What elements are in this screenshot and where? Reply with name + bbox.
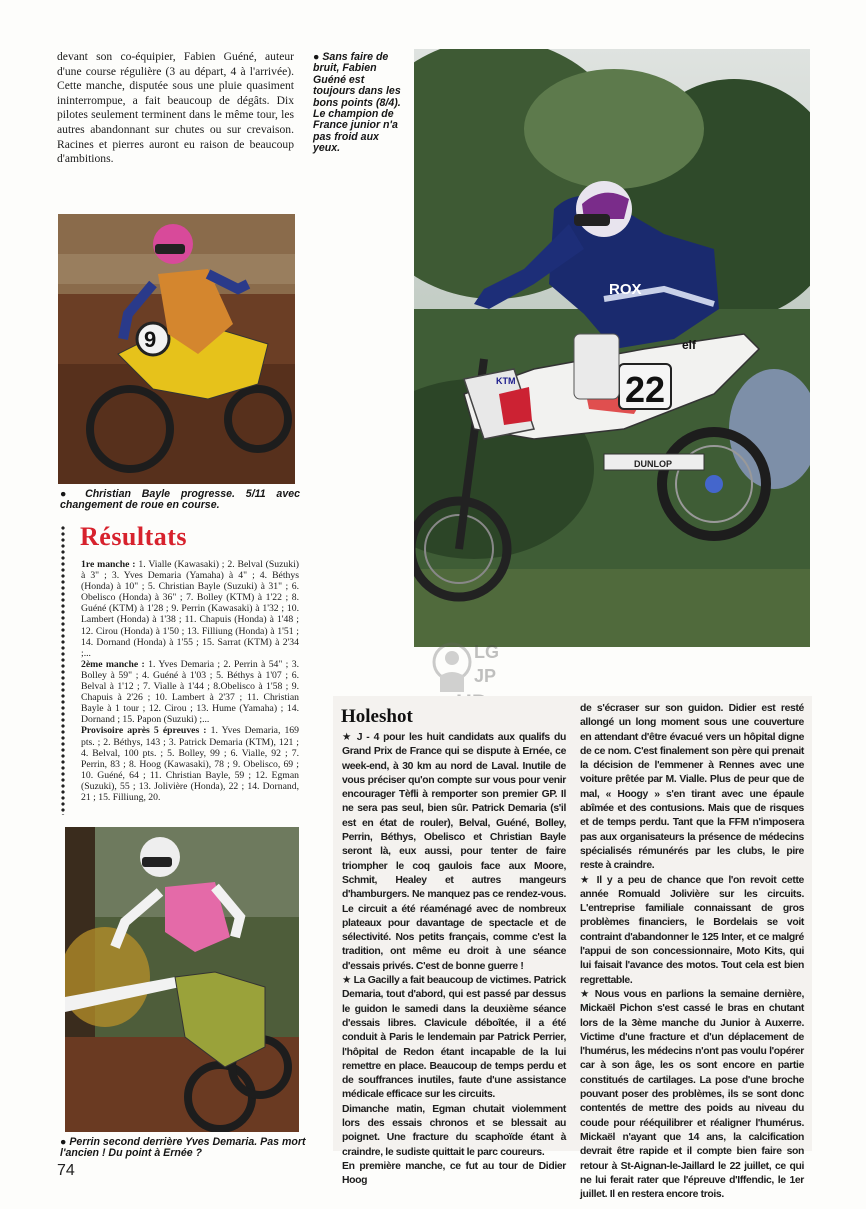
holeshot-paragraph: ★ J - 4 pour les huit candidats aux qualifs du Grand Prix de France qui se dispute à Ernée, ce week-end, à 30 km au nord de Laval. Inutile de vous préciser qu'on compte sur vous pour venir encourager Tèfli à remporter son premier GP. Il ne sera pas seul, bien sûr. Patrick Demaria (s'il est en état de rouler), Belval, Guéné, Bolley, Perrin, Béthys, Obelisco et Christian Bayle seront là, eux aussi, pour tenter de faire triompher le coq gaulois face aux Moore, Schmit, Healey et autres mangeurs d'hamburgers. Ne manquez pas ce rendez-vous. Le circuit a été réaménagé avec de nombreux plateaux pour davantage de spectacle et de sélectivité. Nos petits français, comme c'est la tradition, ont même eu droit à une séance d'essais privés. C'est de bonne guerre ! bbox=[342, 732, 566, 972]
caption-bullet: ● bbox=[60, 488, 75, 500]
caption-bayle bbox=[60, 489, 300, 512]
photo-perrin bbox=[65, 827, 299, 1132]
results-m1-label: 1re manche : bbox=[81, 559, 136, 570]
holeshot-col-2 bbox=[580, 702, 804, 1202]
photo-bayle bbox=[58, 214, 295, 484]
holeshot-col-1 bbox=[342, 731, 566, 1189]
photo-guene-jump bbox=[414, 49, 810, 647]
holeshot-paragraph: ★ Il y a peu de chance que l'on revoit cette année Romuald Jolivière sur les circuits. L'entreprise familiale connaissant de gros problèmes financiers, le Bordelais se voit contraint d'abandonner le 125 Inter, et ce malgré l'appui de son concessionnaire, Moto Kits, qui lui faisait l'avance des motos. Tout cela est bien regrettable. bbox=[580, 874, 804, 986]
rox-logo: ROX bbox=[609, 281, 642, 298]
caption-bullet: ● bbox=[60, 1136, 67, 1148]
results-dotted-border bbox=[60, 525, 66, 815]
results-title: Résultats bbox=[80, 522, 188, 551]
caption-bayle-text: Christian Bayle progresse. 5/11 avec changement de roue en course. bbox=[60, 488, 300, 512]
results-prov-label: Provisoire après 5 épreuves : bbox=[81, 725, 207, 737]
dunlop-logo: DUNLOP bbox=[634, 459, 672, 469]
holeshot-paragraph: ★ Nous vous en parlions la semaine dernière, Mickaël Pichon s'est cassé le bras en chutant lors de la 3ème manche du Junior à Auxerre. Victime d'une fracture et d'un déplacement de l'humérus, les médecins n'ont pas voulu l'opérer car à son âge, les os sont encore en partie constitués de cartilages. La pose d'une broche pouvant poser des problèmes, ils se sont donc contentés de mettre des poids au niveau du coude pour rééquilibrer et réaligner l'humérus. Mickaël n'ayant que 14 ans, la calcification devrait être rapide et il compte bien faire son retour à St-Aignan-le-Jaillard le 22 juillet, ce qui ne lui ferait rater que l'épreuve d'Iffendic, le 1er juillet. Il en restera encore trois. bbox=[580, 988, 804, 1201]
caption-bullet: ● bbox=[313, 51, 320, 63]
caption-guene-text: Sans faire de bruit, Fabien Guéné est toujours dans les bons points (8/4). Le champion de France junior n'a pas froid aux yeux. bbox=[313, 51, 401, 155]
watermark-line-1: LG bbox=[474, 642, 499, 662]
caption-perrin-text: Perrin second derrière Yves Demaria. Pas mort l'ancien ! Du point à Ernée ? bbox=[60, 1136, 306, 1160]
holeshot-paragraph: de s'écraser sur son guidon. Didier est resté allongé un long moment sous une couverture en attendant d'être évacué vers un hôpital digne de ce nom. C'est finalement son père qui prenait la décision de l'emmener à Rennes avec une voiture prêtée par M. Vialle. Plus de peur que de mal, « Hoogy » s'en tirant avec une épaule abîmée et des contusions. Mais que de risques et de temps perdu. Tant que la FFM n'imposera pas aux organisateurs la présence de médecins spécialisés rémunérés par les clubs, le pire reste à craindre. bbox=[580, 703, 804, 872]
page-number: 74 bbox=[57, 1162, 75, 1179]
holeshot-title: Holeshot bbox=[341, 706, 413, 727]
holeshot-paragraph: En première manche, ce fut au tour de Didier Hoog bbox=[342, 1160, 566, 1187]
results-prov-text: 1. Yves Demaria, 169 pts. ; 2. Béthys, 143 ; 3. Patrick Demaria (KTM), 121 ; 4. Belval, 100 pts. ; 5. Bolley, 99 ; 6. Vialle, 92 ; 7. Perrin, 83 ; 8. Hoog (Kawasaki), 78 ; 9. Obelisco, 69 ; 10. Guéné, 64 ; 11. Christian Bayle, 59 ; 12. Egman (Suzuki), 55 ; 13. Jolivière (Honda), 22 ; 14. Dornand, 21 ; 15. Filliung, 20. bbox=[81, 725, 299, 803]
race-number-9: 9 bbox=[144, 327, 157, 352]
results-m2-label: 2ème manche : bbox=[81, 658, 145, 670]
results-body bbox=[81, 559, 299, 803]
holeshot-paragraph: Dimanche matin, Egman chutait violemment lors des essais chronos et se blessait au poignet. Une fracture du scaphoïde étant à craindre, le sudiste quittait le parc coureurs. bbox=[342, 1103, 566, 1158]
caption-guene bbox=[313, 52, 408, 155]
race-number-22: 22 bbox=[625, 369, 666, 410]
holeshot-paragraph: ★ La Gacilly a fait beaucoup de victimes. Patrick Demaria, tout d'abord, qui est passé par dessus le guidon le samedi dans la deuxième séance d'essais libres. Clavicule déboîtée, il a été conduit à Paris le lendemain par Patrick Perrier, l'hôpital de Redon étant incapable de la lui remettre en place. Beaucoup de temps perdu et de souffrances inutiles, faute d'une assistance médicale efficace sur les circuits. bbox=[342, 975, 566, 1101]
watermark-line-2: JP bbox=[474, 666, 497, 686]
caption-perrin bbox=[60, 1137, 308, 1160]
elf-logo: elf bbox=[682, 338, 697, 352]
results-m1-text: 1. Vialle (Kawasaki) ; 2. Belval (Suzuki) à 3" ; 3. Yves Demaria (Yamaha) à 4" ; 4. Béthys (Honda) à 10" ; 5. Christian Bayle (Suzuki) à 31" ; 6. Obelisco (Honda) à 36" ; 7. Bolley (KTM) à 1'22 ; 8. Guéné (KTM) à 1'28 ; 9. Perrin (Kawasaki) à 1'32 ; 10. Lambert (Honda) à 1'38 ; 11. Chapuis (Honda) à 1'48 ; 12. Cirou (Honda) à 1'50 ; 13. Filliung (Honda) à 1'51 ; 14. Dornand (Honda) à 1'55 ; 15. Sarrat (KTM) à 2'34 ;... bbox=[81, 559, 300, 659]
ktm-logo: KTM bbox=[496, 376, 516, 386]
results-m2-text: 1. Yves Demaria ; 2. Perrin à 54" ; 3. Bolley à 59" ; 4. Guéné à 1'03 ; 5. Béthys à 1'07 ; 6. Belval à 1'12 ; 7. Vialle à 1'44 ; 8.Obelisco à 1'58 ; 9. Chapuis à 2'26 ; 10. Lambert à 2'37 ; 11. Christian Bayle à 1 tour ; 12. Cirou ; 13. Hume (Yamaha) ; 14. Dornand ; 15. Papon (Suzuki) ;... bbox=[81, 658, 299, 726]
intro-paragraph: devant son co-équipier, Fabien Guéné, auteur d'une course régulière (3 au départ, 4 à l'arrivée). Cette manche, disputée sous une pluie quasiment ininterrompue, a fait beaucoup de dégâts. Dix pilotes seulement terminent dans le même tour, les autres abandonnant sur chutes ou sur crevaison. Racines et pierres auront eu raison de beaucoup d'ambitions. bbox=[57, 50, 294, 166]
